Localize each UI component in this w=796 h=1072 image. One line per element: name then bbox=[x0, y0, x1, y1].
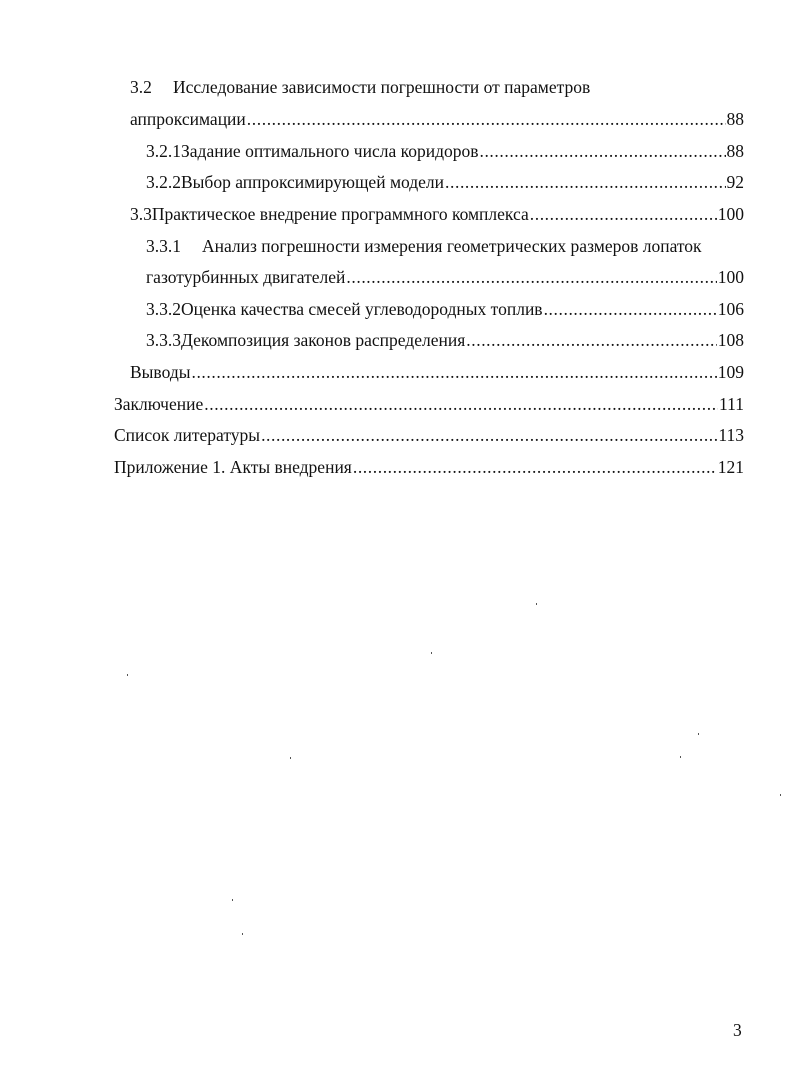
toc-entry-title: Оценка качества смесей углеводородных топлив bbox=[181, 299, 543, 319]
toc-entry-page: 113 bbox=[718, 425, 744, 445]
toc-entry-page: 88 bbox=[726, 141, 744, 161]
toc-entry-page: 100 bbox=[717, 204, 744, 224]
toc-entry-number: 3.3.1 bbox=[146, 236, 181, 256]
scan-speck bbox=[127, 674, 128, 676]
toc-entry-number: 3.2.1 bbox=[146, 141, 181, 161]
toc-entry-page: 121 bbox=[717, 457, 744, 477]
toc-entry-page: 108 bbox=[717, 330, 744, 350]
toc-entry-number: 3.3.2 bbox=[146, 299, 181, 319]
scan-speck bbox=[680, 756, 681, 758]
toc-entry bbox=[146, 171, 744, 193]
toc-entry-page: 100 bbox=[717, 267, 744, 287]
toc-entry bbox=[146, 266, 744, 288]
toc-entry bbox=[146, 329, 744, 351]
toc-entry-title: газотурбинных двигателей bbox=[146, 267, 346, 287]
toc-leader-dots bbox=[247, 108, 726, 130]
toc-entry-page: 106 bbox=[717, 299, 744, 319]
scan-speck bbox=[698, 733, 699, 735]
toc-leader-dots bbox=[445, 171, 725, 193]
toc-leader-dots bbox=[261, 424, 717, 446]
scan-speck bbox=[431, 652, 432, 654]
toc-entry-number: 3.3.3 bbox=[146, 330, 181, 350]
scan-speck bbox=[242, 933, 243, 935]
toc-entry-page: 88 bbox=[726, 109, 744, 129]
toc-entry-title: Выводы bbox=[130, 362, 191, 382]
toc-entry-title: Задание оптимального числа коридоров bbox=[181, 141, 479, 161]
toc-entry-page: 109 bbox=[717, 362, 744, 382]
toc-leader-dots bbox=[191, 361, 716, 383]
toc-entry bbox=[114, 393, 744, 415]
toc-entry-title: Выбор аппроксимирующей модели bbox=[181, 172, 445, 192]
toc-entry bbox=[114, 424, 744, 446]
toc-entry-title: Исследование зависимости погрешности от параметров bbox=[173, 77, 591, 97]
toc-leader-dots bbox=[466, 329, 716, 351]
toc-entry bbox=[130, 108, 744, 130]
toc-entry bbox=[130, 361, 744, 383]
toc-leader-dots bbox=[479, 140, 725, 162]
toc-entry-title: Заключение bbox=[114, 394, 204, 414]
toc-entry-number: 3.2 bbox=[130, 77, 152, 97]
toc-entry-title: Список литературы bbox=[114, 425, 261, 445]
toc-entry bbox=[130, 76, 590, 98]
toc-entry bbox=[146, 298, 744, 320]
scan-speck bbox=[290, 757, 291, 759]
toc-leader-dots bbox=[204, 393, 718, 415]
scan-speck bbox=[232, 899, 233, 901]
toc-entry-title: Декомпозиция законов распределения bbox=[181, 330, 466, 350]
toc-entry-number: 3.2.2 bbox=[146, 172, 181, 192]
toc-entry bbox=[146, 140, 744, 162]
page-number: 3 bbox=[733, 1020, 742, 1040]
toc-entry bbox=[130, 203, 744, 225]
toc-entry-page: 111 bbox=[719, 394, 744, 414]
scan-speck bbox=[780, 794, 781, 796]
toc-entry-number: 3.3 bbox=[130, 204, 152, 224]
toc-leader-dots bbox=[353, 456, 717, 478]
scan-speck bbox=[536, 603, 537, 605]
toc-entry bbox=[146, 235, 702, 257]
toc-leader-dots bbox=[544, 298, 717, 320]
toc-entry-title: Анализ погрешности измерения геометрических размеров лопаток bbox=[202, 236, 702, 256]
toc-entry bbox=[114, 456, 744, 478]
toc-entry-title: аппроксимации bbox=[130, 109, 246, 129]
toc-leader-dots bbox=[530, 203, 717, 225]
toc-leader-dots bbox=[346, 266, 716, 288]
toc-entry-title: Практическое внедрение программного комплекса bbox=[151, 204, 529, 224]
toc-entry-page: 92 bbox=[726, 172, 744, 192]
toc-entry-title: Приложение 1. Акты внедрения bbox=[114, 457, 352, 477]
